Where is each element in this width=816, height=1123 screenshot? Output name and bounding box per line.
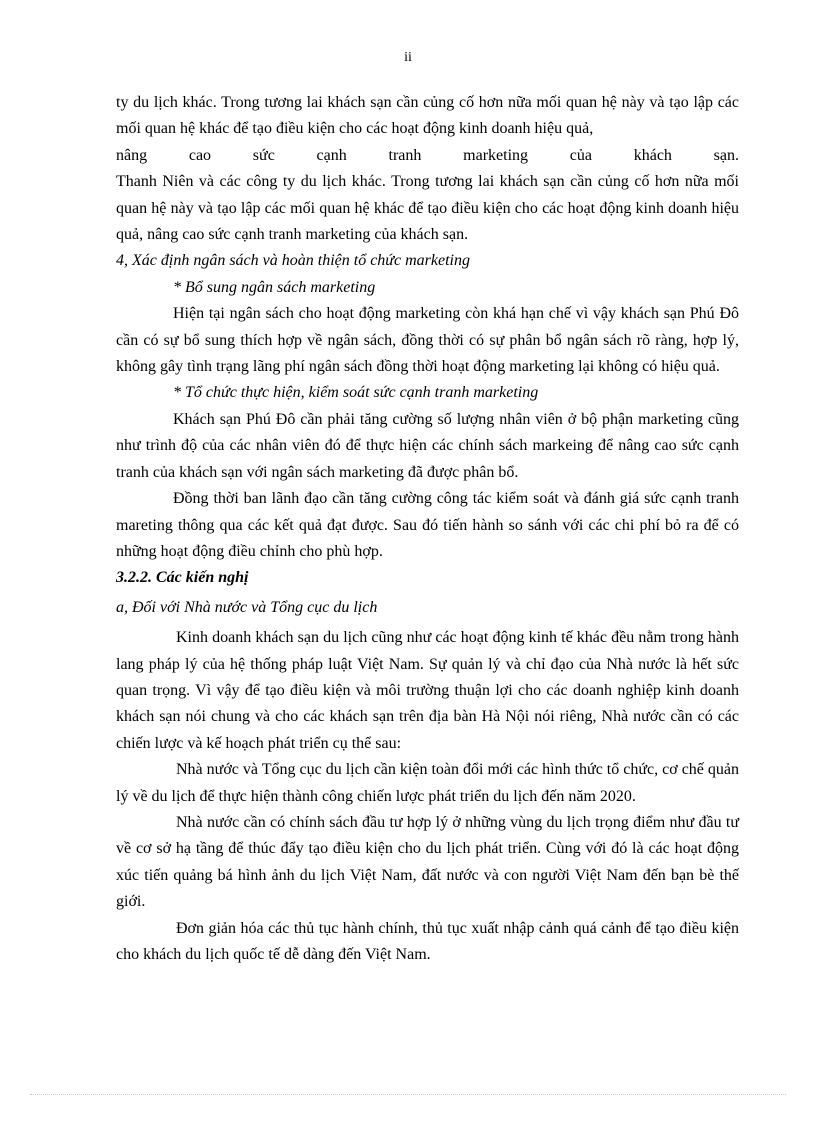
paragraph-continued-end: nâng cao sức cạnh tranh marketing của khách sạn. xyxy=(116,146,739,164)
paragraph-legal-framework: Kinh doanh khách sạn du lịch cũng như các hoạt động kinh tế khác đều nằm trong hành lang pháp lý của hệ thống pháp luật Việt Nam. Sự quản lý và chỉ đạo của Nhà nước là hết sức quan trọng. Vì vậy để tạo điều kiện và môi trường thuận lợi cho các doanh nghiệp kinh doanh khách sạn nói chung và cho các khách sạn trên địa bàn Hà Nội nói riêng, Nhà nước cần có các chiến lược và kế hoạch phát triển cụ thể sau: xyxy=(116,629,739,752)
subheading-organization: * Tổ chức thực hiện, kiểm soát sức cạnh tranh marketing xyxy=(173,384,539,402)
subheading-budget: * Bổ sung ngân sách marketing xyxy=(173,278,376,296)
paragraph-control: Đồng thời ban lãnh đạo cần tăng cường công tác kiểm soát và đánh giá sức cạnh tranh mareting thông qua các kết quả đạt được. Sau đó tiến hành so sánh với các chi phí bỏ ra để có những hoạt động điều chỉnh cho phù hợp. xyxy=(116,490,739,560)
paragraph-staff: Khách sạn Phú Đô cần phải tăng cường số lượng nhân viên ở bộ phận marketing cũng như trình độ của các nhân viên đó để thực hiện các chính sách markeing để nâng cao sức cạnh tranh của khách sạn với ngân sách marketing đã được phân bổ. xyxy=(116,410,739,481)
page-number: ii xyxy=(404,50,412,65)
document-body xyxy=(116,90,739,968)
section-heading-4: 4, Xác định ngân sách và hoàn thiện tổ chức marketing xyxy=(116,252,470,270)
section-heading-recommendations: 3.2.2. Các kiến nghị xyxy=(116,569,249,587)
paragraph-reform: Nhà nước và Tổng cục du lịch cần kiện toàn đổi mới các hình thức tổ chức, cơ chế quản lý về du lịch để thực hiện thành công chiến lược phát triển du lịch đến năm 2020. xyxy=(116,761,739,805)
paragraph-budget: Hiện tại ngân sách cho hoạt động marketing còn khá hạn chế vì vậy khách sạn Phú Đô cần có sự bổ sung thích hợp về ngân sách, đồng thời có sự phân bổ ngân sách rõ ràng, hợp lý, không gây tình trạng lãng phí ngân sách đồng thời hoạt động marketing lại không có hiệu quả. xyxy=(116,305,739,376)
paragraph-procedures: Đơn giản hóa các thủ tục hành chính, thủ tục xuất nhập cảnh quá cảnh để tạo điều kiện cho khách du lịch quốc tế dễ dàng đến Việt Nam. xyxy=(116,919,739,963)
paragraph-repeated: Thanh Niên và các công ty du lịch khác. Trong tương lai khách sạn cần củng cố hơn nữa mối quan hệ này và tạo lập các mối quan hệ khác để tạo điều kiện cho các hoạt động kinh doanh hiệu quả, nâng cao sức cạnh tranh marketing của khách sạn. xyxy=(116,173,739,244)
subsection-heading-state: a, Đối với Nhà nước và Tổng cục du lịch xyxy=(116,598,378,616)
paragraph-continued: ty du lịch khác. Trong tương lai khách sạn cần củng cố hơn nữa mối quan hệ này và tạo lập các mối quan hệ khác để tạo điều kiện cho các hoạt động kinh doanh hiệu quả, xyxy=(116,94,739,138)
paragraph-investment: Nhà nước cần có chính sách đầu tư hợp lý ở những vùng du lịch trọng điểm như đầu tư về cơ sở hạ tầng để thúc đẩy tạo điều kiện cho du lịch phát triển. Cùng với đó là các hoạt động xúc tiến quảng bá hình ảnh du lịch Việt Nam, đất nước và con người Việt Nam đến bạn bè thế giới. xyxy=(116,813,739,911)
page-footer-divider xyxy=(30,1094,786,1095)
